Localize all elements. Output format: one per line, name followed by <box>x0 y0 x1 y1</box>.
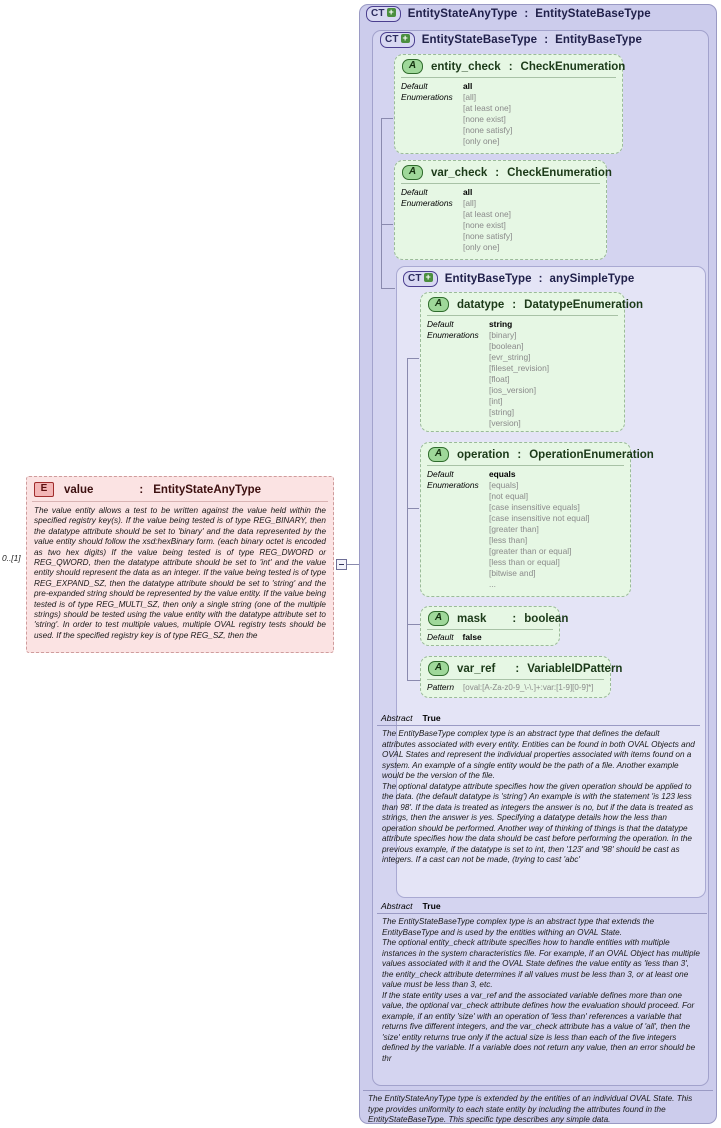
facet-enum-3: [none satisfy] <box>463 231 513 241</box>
complextype-base-anysimpletype: anySimpleType <box>549 273 635 285</box>
facet-enum-1: [at least one] <box>463 209 511 219</box>
complextype-name-entitystatebasetype: EntityStateBaseType <box>421 34 538 46</box>
expand-plus-icon[interactable]: + <box>388 7 394 17</box>
element-type: EntityStateAnyType <box>153 483 262 496</box>
connector-line <box>381 288 395 289</box>
facet-values <box>489 319 549 429</box>
documentation-text <box>377 914 707 1067</box>
attribute-name: var_check <box>431 166 488 179</box>
abstract-facet-row <box>377 900 707 913</box>
facet-enum-0: [binary] <box>489 330 517 340</box>
connector-line <box>407 358 419 359</box>
facet-enum-3: [fileset_revision] <box>489 363 550 373</box>
facet-label-default: Default <box>401 187 428 197</box>
complextype-name-entitybasetype: EntityBaseType <box>444 273 532 285</box>
complextype-name-entitystateanytype: EntityStateAnyType <box>407 8 518 20</box>
complextype-badge-icon <box>380 32 415 48</box>
complextype-header-entitystatebasetype[interactable] <box>380 32 642 48</box>
complextype-separator: : <box>538 273 543 285</box>
attribute-name: datatype <box>457 298 505 311</box>
facet-enum-0: [equals] <box>489 480 519 490</box>
complextype-separator: : <box>524 8 529 20</box>
attribute-facets <box>421 680 610 698</box>
complextype-badge-label: CT <box>371 8 385 19</box>
complextype-header-entitybasetype[interactable] <box>403 271 634 287</box>
facet-label-default: Default <box>427 632 454 642</box>
expand-plus-icon[interactable]: + <box>425 272 431 282</box>
element-separator: : <box>139 483 144 496</box>
facet-label-default: Default <box>427 319 454 329</box>
facet-enum-8: [version] <box>489 418 521 428</box>
documentation-entitybasetype <box>377 712 700 869</box>
attribute-badge-icon: A <box>428 297 449 312</box>
facet-label-default: Default <box>401 81 428 91</box>
abstract-label: Abstract <box>381 713 413 723</box>
attribute-header <box>421 443 654 465</box>
complextype-badge-label: CT <box>408 273 422 284</box>
complextype-header-entitystateanytype[interactable] <box>366 6 651 22</box>
attribute-separator: : <box>517 448 522 461</box>
facet-default-value: false <box>462 632 482 642</box>
attribute-badge-icon: A <box>402 165 423 180</box>
documentation-entitystateanytype <box>363 1090 713 1128</box>
attribute-type: CheckEnumeration <box>520 60 626 73</box>
element-header <box>27 477 333 501</box>
complextype-badge-icon <box>403 271 438 287</box>
facet-enum-6: [greater than or equal] <box>489 546 572 556</box>
abstract-value: True <box>422 713 441 723</box>
facet-row-pattern <box>427 682 594 693</box>
connector-line <box>407 508 419 509</box>
facet-enum-4: [only one] <box>463 136 500 146</box>
facet-pattern-value: [oval:[A-Za-z0-9_\-\.]+:var:[1-9][0-9]*] <box>463 683 594 692</box>
attribute-type: DatatypeEnumeration <box>524 298 643 311</box>
cardinality-label: 0..[1] <box>2 553 21 563</box>
facet-enum-2: [case insensitive equals] <box>489 502 580 512</box>
facet-label-enumerations: Enumerations <box>427 480 479 490</box>
attribute-header <box>421 657 623 679</box>
attribute-header <box>395 161 612 183</box>
facet-labels <box>401 81 463 147</box>
facet-enum-3: [none satisfy] <box>463 125 513 135</box>
facet-default-value: all <box>463 187 473 197</box>
documentation-paragraph-2: If the state entity uses a var_ref and the associated variable defines more than one value, the optional var_check attribute defines how the evaluation should proceed. For example, if an entity 'size' with an operation of 'less than' references a variable that returns five different integers, and the var_check attribute has a value of 'all', then the 'size' entity returns true only if the actual size is less than each of the five integers defined by the variable. If a variable does not return any value, then an error should be thr <box>382 990 696 1063</box>
complextype-badge-label: CT <box>385 34 399 45</box>
facet-enum-7: [less than or equal] <box>489 557 560 567</box>
facet-enum-2: [evr_string] <box>489 352 531 362</box>
element-documentation: The value entity allows a test to be written against the value held within the specified registry key(s). If the value being tested is of type REG_BINARY, then the datatype attribute should be set to 'binary' and the data represented by the value entity should follow the xsd:hexBinary form. (each binary octet is encoded as two hex digits) If the value being tested is of type REG_DWORD or REG_QWORD, then the datatype attribute should be set to 'int' and the value entity should represent the data as an integer. If the value being tested is of type REG_EXPAND_SZ, then the datatype attribute should be set to 'string' and the pre-expanded string should be represented by the value entity. If the value being tested is of type REG_MULTI_SZ, then only a single string (one of the multiple strings) should be tested using the value entity with the datatype attribute set to 'string'. In order to test multiple values, multiple OVAL registry tests should be used. If the specified registry key is of type REG_SZ, then the <box>34 506 326 640</box>
facet-values <box>489 469 590 590</box>
attribute-separator: : <box>515 662 520 675</box>
connector-line <box>381 118 393 119</box>
attribute-box-datatype[interactable] <box>420 292 643 432</box>
attribute-box-var-ref[interactable] <box>420 656 623 698</box>
complextype-separator: : <box>544 34 549 46</box>
attribute-header <box>395 55 626 77</box>
documentation-paragraph-0: The EntityStateBaseType complex type is an abstract type that extends the EntityBaseType and is used by the entities withing an OVAL State. <box>382 917 655 937</box>
attribute-box-operation[interactable] <box>420 442 654 597</box>
facet-default-value: all <box>463 81 473 91</box>
facet-label-pattern: Pattern <box>427 682 455 692</box>
abstract-label: Abstract <box>381 901 413 911</box>
element-box-value[interactable] <box>26 476 334 653</box>
attribute-facets <box>421 466 630 595</box>
attribute-type: CheckEnumeration <box>507 166 612 179</box>
facet-enum-7: [string] <box>489 407 515 417</box>
facet-enum-4: [greater than] <box>489 524 539 534</box>
facet-enum-5: [less than] <box>489 535 528 545</box>
connector-line <box>381 224 393 225</box>
facet-enum-4: [only one] <box>463 242 500 252</box>
facet-label-enumerations: Enumerations <box>427 330 479 340</box>
expand-plus-icon[interactable]: + <box>402 33 408 43</box>
attribute-type: boolean <box>524 612 569 625</box>
attribute-box-var-check[interactable] <box>394 160 612 260</box>
attribute-separator: : <box>512 612 517 625</box>
facet-enum-2: [none exist] <box>463 114 506 124</box>
attribute-header <box>421 607 569 629</box>
attribute-badge-icon: A <box>428 611 449 626</box>
facet-enum-0: [all] <box>463 92 477 102</box>
facet-enum-4: [float] <box>489 374 510 384</box>
abstract-facet-row <box>377 712 700 725</box>
facet-labels <box>427 469 489 590</box>
facet-enum-1: [not equal] <box>489 491 529 501</box>
documentation-paragraph-1: The optional entity_check attribute specifies how to handle entities with multiple instances in the system characteristics file. For example, if an OVAL Object has multiple values associated with it and the OVAL State defines the value entity as 'less than 3', the entity_check attribute determines if all values must be less than 3, or at least one value must be less than 3, etc. <box>382 938 700 989</box>
attribute-header <box>421 293 643 315</box>
attribute-separator: : <box>508 60 513 73</box>
collapse-toggle-button[interactable] <box>336 559 347 570</box>
facet-enum-1: [at least one] <box>463 103 511 113</box>
facet-labels <box>401 187 463 253</box>
abstract-value: True <box>422 901 441 911</box>
documentation-entitystatebasetype <box>377 900 707 1067</box>
attribute-type: VariableIDPattern <box>527 662 623 675</box>
facet-labels <box>427 319 489 429</box>
facet-values <box>463 81 512 147</box>
facet-enum-9: ... <box>489 579 496 589</box>
facet-default-value: string <box>489 319 513 329</box>
documentation-text <box>377 726 700 869</box>
facet-enum-5: [ios_version] <box>489 385 537 395</box>
attribute-name: operation <box>457 448 510 461</box>
connector-line <box>407 680 420 681</box>
facet-enum-3: [case insensitive not equal] <box>489 513 590 523</box>
attribute-name: entity_check <box>431 60 501 73</box>
facet-enum-8: [bitwise and] <box>489 568 536 578</box>
attribute-box-mask[interactable] <box>420 606 569 646</box>
attribute-facets <box>421 630 559 648</box>
complextype-base-entitybasetype: EntityBaseType <box>555 34 642 46</box>
attribute-facets <box>395 78 622 152</box>
facet-label-enumerations: Enumerations <box>401 92 453 102</box>
attribute-name: mask <box>457 612 487 625</box>
documentation-paragraph-1: The optional datatype attribute specifies how the given operation should be applied to the data. (the default datatype is 'string') An example is with the statement 'is 123 less than 98'. If the data is treated as integers the answer is no, but if the data is treated as strings, then the answer is yes. Specifying a datatype details how the less than operation should be performed. Another way of thinking of things is that the datatype attribute specifies how the data should be cast before performing the operation. In the previous example, if the datatype is set to int, then '123' and '98' should be cast as integers. If a cast can not be made, (trying to cast 'abc' <box>382 781 694 864</box>
element-badge-icon: E <box>34 482 54 497</box>
attribute-badge-icon: A <box>428 447 449 462</box>
connector-line <box>347 564 359 565</box>
facet-enum-2: [none exist] <box>463 220 506 230</box>
facet-label-enumerations: Enumerations <box>401 198 453 208</box>
facet-row-default <box>427 632 482 643</box>
facet-enum-6: [int] <box>489 396 503 406</box>
element-name: value <box>64 483 94 496</box>
attribute-facets <box>395 184 606 258</box>
complextype-base-entitystatebasetype: EntityStateBaseType <box>535 8 651 20</box>
documentation-text <box>363 1091 713 1128</box>
connector-line <box>407 624 420 625</box>
complextype-badge-icon <box>366 6 401 22</box>
documentation-paragraph-0: The EntityStateAnyType type is extended by the entities of an individual OVAL State. This type provides uniformity to each state entity by including the attributes found in the EntityStateBaseType. This specific type describes any simple data. <box>368 1094 693 1124</box>
attribute-facets <box>421 316 624 434</box>
facet-enum-0: [all] <box>463 198 477 208</box>
facet-values <box>463 187 512 253</box>
documentation-paragraph-0: The EntityBaseType complex type is an abstract type that defines the default attributes associated with every entity. Entities can be found in both OVAL Objects and OVAL States and represent the individual properties associated with items found on a system. An example of a single entity would be the path of a file. Another example would be the version of the file. <box>382 729 695 780</box>
facet-label-default: Default <box>427 469 454 479</box>
attribute-badge-icon: A <box>428 661 449 676</box>
attribute-name: var_ref <box>457 662 496 675</box>
attribute-box-entity-check[interactable] <box>394 54 626 154</box>
attribute-type: OperationEnumeration <box>529 448 654 461</box>
attribute-badge-icon: A <box>402 59 423 74</box>
connector-line <box>381 118 382 288</box>
attribute-separator: : <box>495 166 500 179</box>
connector-line <box>407 358 408 680</box>
facet-enum-1: [boolean] <box>489 341 524 351</box>
attribute-separator: : <box>512 298 517 311</box>
facet-default-value: equals <box>489 469 516 479</box>
